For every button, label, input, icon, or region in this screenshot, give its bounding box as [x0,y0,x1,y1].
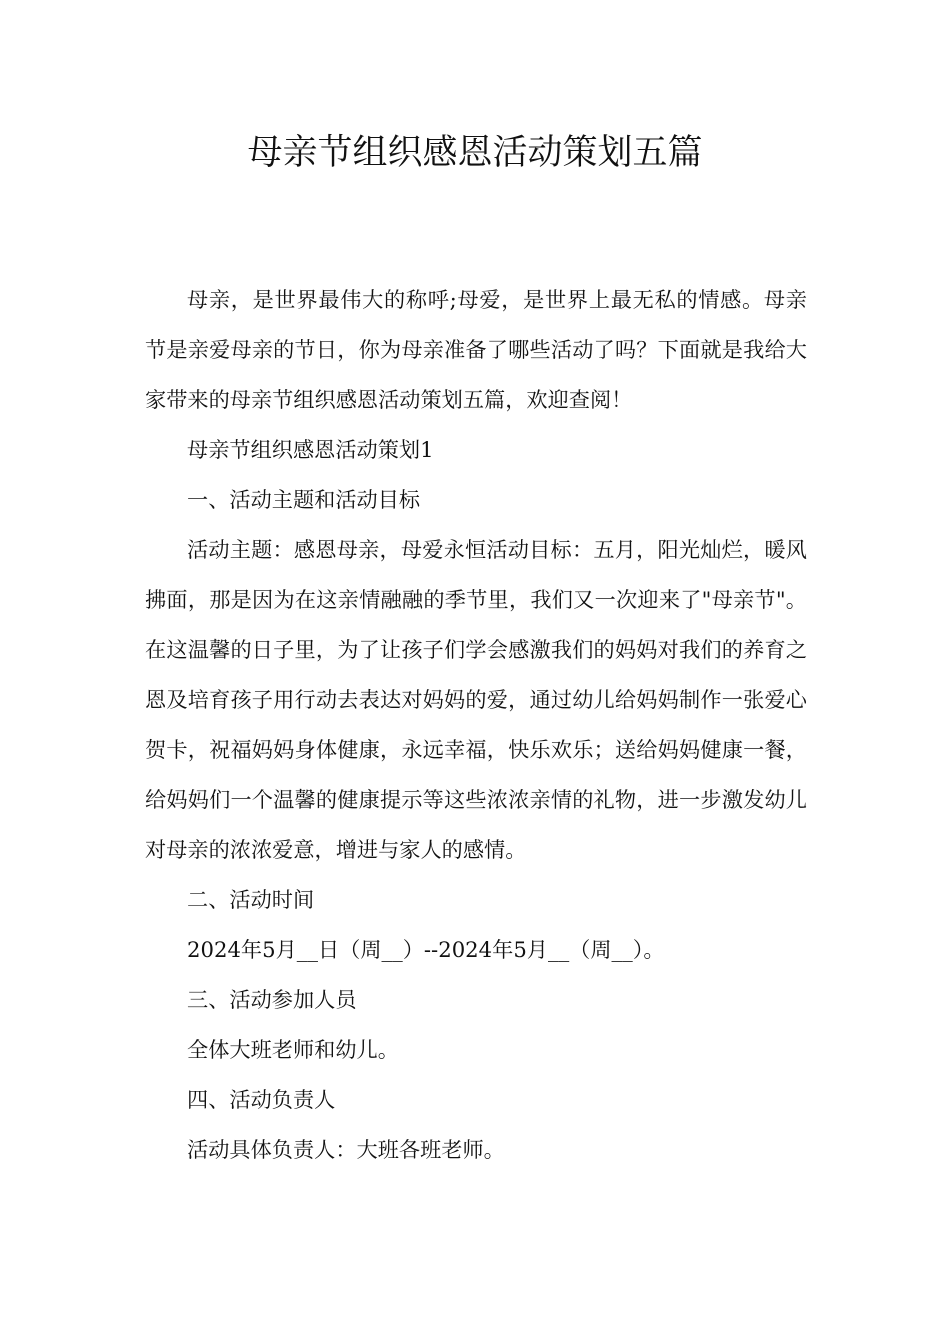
section-heading-time: 二、活动时间 [187,887,315,912]
time-paragraph: 2024年5月__日（周__）--2024年5月__（周__）。 [187,937,665,962]
document-title: 母亲节组织感恩活动策划五篇 [247,133,703,173]
responsible-paragraph: 活动具体负责人：大班各班老师。 [187,1137,505,1162]
section-heading-plan-1: 母亲节组织感恩活动策划1 [187,437,434,462]
participants-paragraph: 全体大班老师和幼儿。 [187,1037,399,1062]
theme-paragraph: 活动主题：感恩母亲，母爱永恒活动目标：五月，阳光灿烂，暖风拂面，那是因为在这亲情融融的季节里，我们又一次迎来了"母亲节"。在这温馨的日子里，为了让孩子们学会感激我们的妈妈对我们的养育之恩及培育孩子用行动去表达对妈妈的爱，通过幼儿给妈妈制作一张爱心贺卡，祝福妈妈身体健康，永远幸福，快乐欢乐；送给妈妈健康一餐，给妈妈们一个温馨的健康提示等这些浓浓亲情的礼物，进一步激发幼儿对母亲的浓浓爱意，增进与家人的感情。 [145,537,807,862]
section-heading-responsible: 四、活动负责人 [187,1087,336,1112]
section-heading-theme: 一、活动主题和活动目标 [187,487,421,512]
document-body [145,275,807,1175]
intro-paragraph: 母亲，是世界最伟大的称呼;母爱，是世界上最无私的情感。母亲节是亲爱母亲的节日，你为母亲准备了哪些活动了吗？下面就是我给大家带来的母亲节组织感恩活动策划五篇，欢迎查阅！ [145,287,807,412]
section-heading-participants: 三、活动参加人员 [187,987,357,1012]
